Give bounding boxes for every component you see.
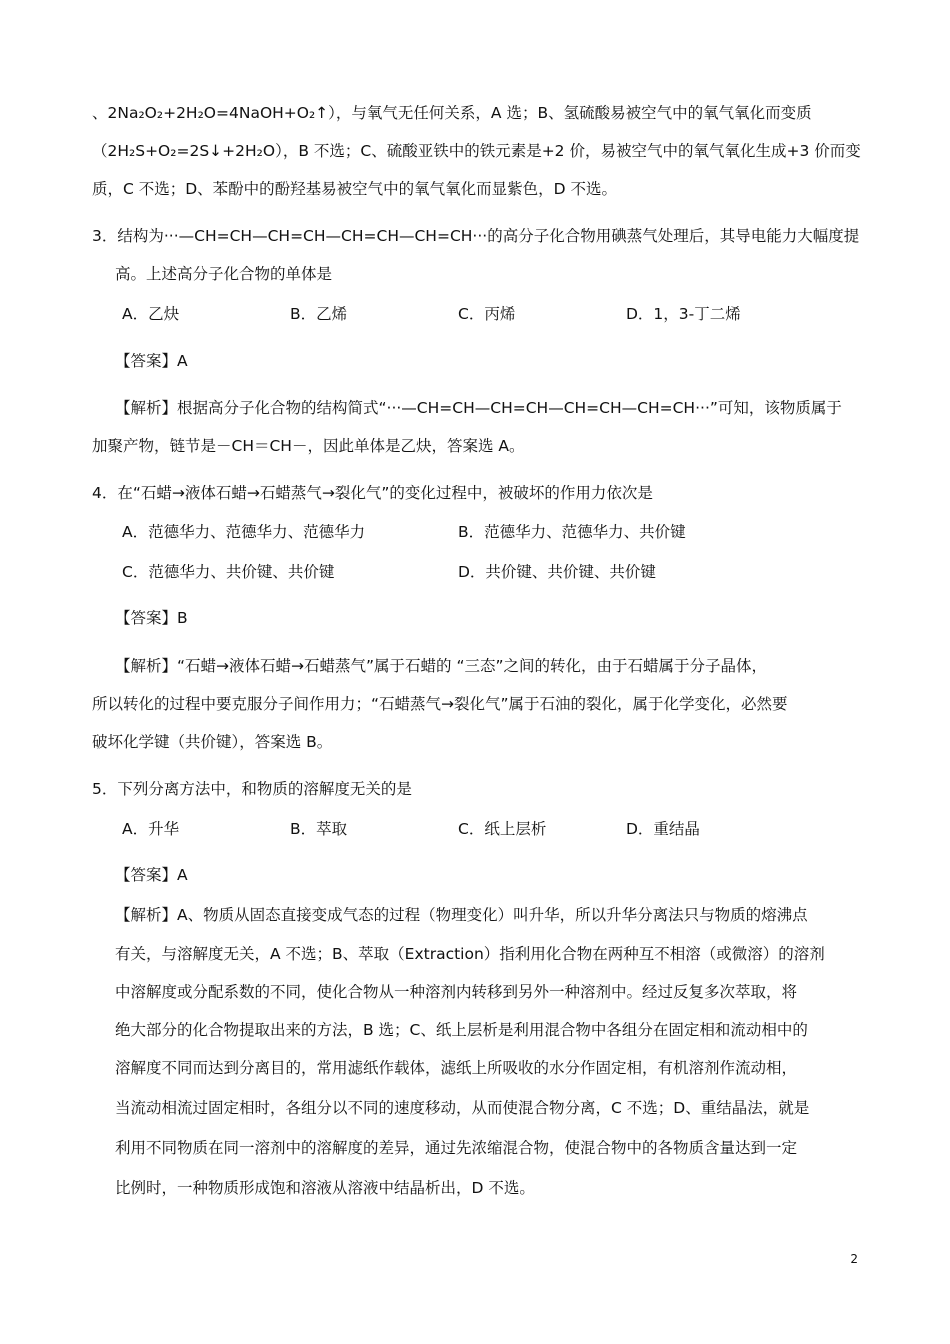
question-5: 5．下列分离方法中，和物质的溶解度无关的是 [92,780,412,798]
q4-explanation-cont: 破坏化学键（共价键），答案选 B。 [92,733,333,751]
question-3-cont: 高。上述高分子化合物的单体是 [115,265,333,283]
q3-explanation: 【解析】根据高分子化合物的结构简式“···—CH=CH—CH=CH—CH=CH—CH=CH···”可知，该物质属于 [115,399,842,417]
paragraph-line: （2H₂S+O₂=2S↓+2H₂O），B 不选；C、硫酸亚铁中的铁元素是+2 价，易被空气中的氧气氧化生成+3 价而变 [92,142,861,160]
question-3: 3．结构为···—CH=CH—CH=CH—CH=CH—CH=CH···的高分子化合物用碘蒸气处理后，其导电能力大幅度提 [92,227,860,245]
q4-explanation: 【解析】“石蜡→液体石蜡→石蜡蒸气”属于石蜡的 “三态”之间的转化，由于石蜡属于分子晶体， [115,657,768,675]
q5-explanation: 【解析】A、物质从固态直接变成气态的过程（物理变化）叫升华，所以升华分离法只与物质的熔沸点 [115,906,808,924]
q5-answer: 【答案】A [115,866,188,884]
q5-explanation-cont: 溶解度不同而达到分离目的，常用滤纸作载体，滤纸上所吸收的水分作固定相，有机溶剂作流动相， [115,1059,798,1077]
q4-option-a: A．范德华力、范德华力、范德华力 [122,523,366,541]
q3-option-b: B．乙烯 [290,305,348,323]
question-4: 4．在“石蜡→液体石蜡→石蜡蒸气→裂化气”的变化过程中，被破坏的作用力依次是 [92,484,653,502]
q5-option-a: A．升华 [122,820,180,838]
q4-answer: 【答案】B [115,609,188,627]
q4-explanation-cont: 所以转化的过程中要克服分子间作用力；“石蜡蒸气→裂化气”属于石油的裂化，属于化学变化，必然要 [92,695,788,713]
page-number: 2 [850,1252,858,1266]
q5-explanation-cont: 利用不同物质在同一溶剂中的溶解度的差异，通过先浓缩混合物，使混合物中的各物质含量达到一定 [115,1139,798,1157]
q3-option-c: C．丙烯 [458,305,516,323]
q5-explanation-cont: 当流动相流过固定相时，各组分以不同的速度移动，从而使混合物分离，C 不选；D、重结晶法，就是 [115,1099,810,1117]
q5-explanation-cont: 绝大部分的化合物提取出来的方法，B 选；C、纸上层析是利用混合物中各组分在固定相和流动相中的 [115,1021,808,1039]
q3-explanation-cont: 加聚产物，链节是－CH＝CH－，因此单体是乙炔，答案选 A。 [92,437,525,455]
q5-explanation-cont: 有关，与溶解度无关，A 不选；B、萃取（Extraction）指利用化合物在两种互不相溶（或微溶）的溶剂 [115,945,825,963]
q5-explanation-cont: 比例时，一种物质形成饱和溶液从溶液中结晶析出，D 不选。 [115,1179,535,1197]
paragraph-line: 、2Na₂O₂+2H₂O=4NaOH+O₂↑），与氧气无任何关系，A 选；B、氢硫酸易被空气中的氧气氧化而变质 [92,104,812,122]
q3-answer: 【答案】A [115,352,188,370]
q5-option-c: C．纸上层析 [458,820,547,838]
q4-option-c: C．范德华力、共价键、共价键 [122,563,335,581]
q3-option-a: A．乙炔 [122,305,180,323]
q3-option-d: D．1，3-丁二烯 [626,305,741,323]
q4-option-b: B．范德华力、范德华力、共价键 [458,523,686,541]
q4-option-d: D．共价键、共价键、共价键 [458,563,656,581]
q5-option-b: B．萃取 [290,820,348,838]
paragraph-line: 质，C 不选；D、苯酚中的酚羟基易被空气中的氧气氧化而显紫色，D 不选。 [92,180,618,198]
q5-option-d: D．重结晶 [626,820,700,838]
q5-explanation-cont: 中溶解度或分配系数的不同，使化合物从一种溶剂内转移到另外一种溶剂中。经过反复多次萃取，将 [115,983,798,1001]
